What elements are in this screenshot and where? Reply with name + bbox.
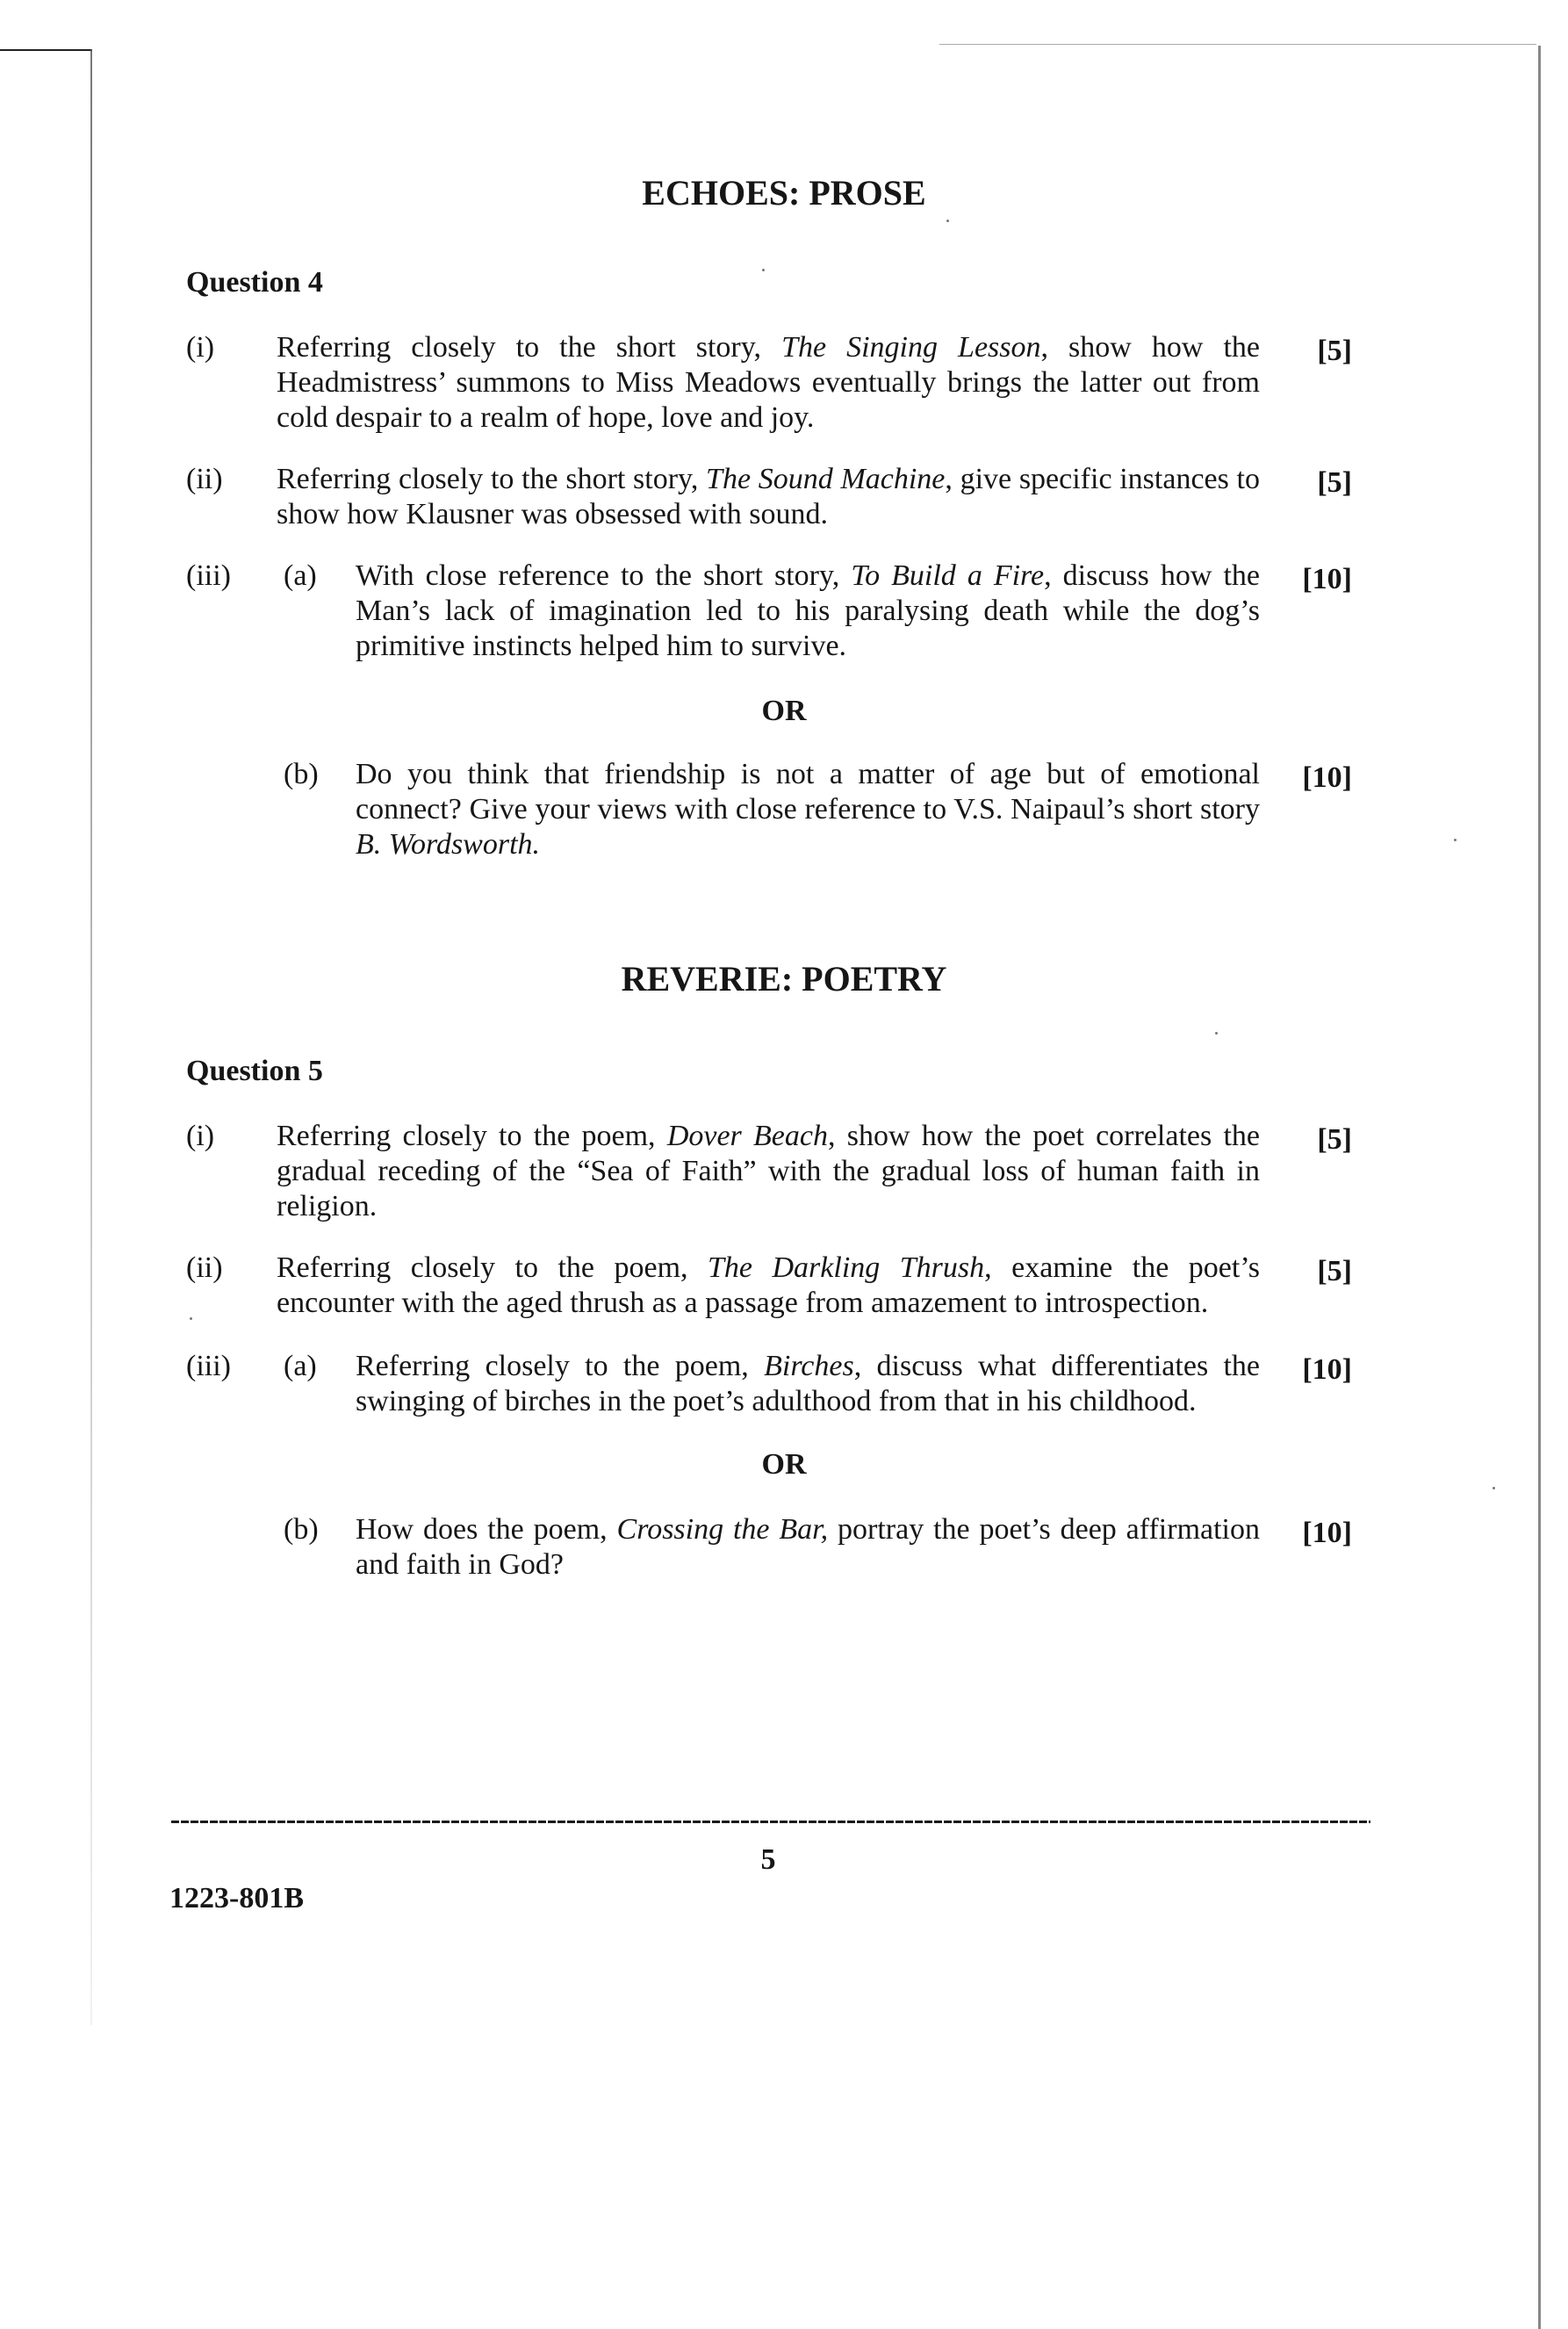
section-heading-prose: ECHOES: PROSE [642,173,926,213]
scan-speck [1215,1032,1218,1035]
q5-ii-marks: [5] [1317,1255,1352,1287]
scan-border-right [1538,46,1541,2329]
q4-iii-b-marks: [10] [1302,761,1352,794]
scan-border-top-right [939,44,1536,45]
q5-i-number: (i) [186,1120,215,1152]
q5-ii-title: The Darkling Thrush [708,1251,985,1284]
q4-iii-b-title: B. Wordsworth. [356,828,541,861]
q4-iii-b-label: (b) [284,758,319,790]
q5-i-text: Referring closely to the poem, Dover Beach, show how the poet correlates the gradual receding of the “Sea of Faith” with the gradual loss of human faith in religion. [277,1120,1261,1222]
q4-i-title: The Singing Lesson [781,331,1041,364]
q4-i-number: (i) [186,331,215,364]
q4-i-text: Referring closely to the short story, The Singing Lesson, show how the Headmistress’ summons to Miss Meadows eventually brings the latter out from cold despair to a realm of hope, love and joy. [277,331,1260,434]
question-5-label: Question 5 [186,1055,323,1087]
scan-speck [1454,839,1457,841]
q4-ii-marks: [5] [1317,466,1352,499]
page-number: 5 [760,1843,776,1876]
q4-i-marks: [5] [1317,335,1352,367]
q4-or-divider: OR [761,695,807,727]
scan-speck [190,1317,192,1320]
q4-iii-a-text: With close reference to the short story, To Build a Fire, discuss how the Man’s lack of imagination led to his paralysing death while the dog’s primitive instincts helped him to survive. [356,559,1261,662]
q4-ii-title: The Sound Machine [706,463,946,495]
q5-i-title: Dover Beach [666,1120,828,1152]
footer-dashed-rule [171,1821,1370,1823]
scan-speck [762,269,765,271]
paper-code: 1223-801B [169,1882,304,1914]
q4-ii-number: (ii) [186,463,223,495]
q5-ii-text: Referring closely to the poem, The Darkling Thrush, examine the poet’s encounter with the aged thrush as a passage from amazement to introspection. [277,1251,1260,1319]
q4-iii-a-title: To Build a Fire [851,559,1045,592]
q5-ii-number: (ii) [186,1251,223,1284]
scan-border-top-left [0,49,92,51]
scan-speck [946,220,949,222]
scan-border-left [90,49,92,2025]
q5-or-divider: OR [761,1448,807,1481]
section-heading-poetry: REVERIE: POETRY [621,959,947,999]
q5-iii-a-title: Birches [764,1350,854,1382]
q4-iii-a-marks: [10] [1302,563,1352,595]
q4-ii-text: Referring closely to the short story, The Sound Machine, give specific instances to show how Klausner was obsessed with sound. [277,463,1261,530]
q5-i-marks: [5] [1317,1123,1352,1156]
scan-speck [1492,1487,1495,1489]
q5-iii-a-label: (a) [284,1350,317,1382]
q5-iii-number: (iii) [186,1350,231,1382]
q5-iii-a-text: Referring closely to the poem, Birches, discuss what differentiates the swinging of birches in the poet’s adulthood from that in his childhood. [356,1350,1261,1417]
question-4-label: Question 4 [186,266,323,299]
q5-iii-b-label: (b) [284,1513,319,1546]
q5-iii-b-title: Crossing the Bar, [616,1513,829,1546]
q4-iii-number: (iii) [186,559,231,592]
q5-iii-b-text: How does the poem, Crossing the Bar, portray the poet’s deep affirmation and faith in God? [356,1513,1260,1581]
q4-iii-b-text: Do you think that friendship is not a matter of age but of emotional connect? Give your views with close reference to V.S. Naipaul’s short story B. Wordsworth. [356,758,1260,861]
q5-iii-a-marks: [10] [1302,1353,1352,1386]
q5-iii-b-marks: [10] [1302,1517,1352,1549]
q4-iii-a-label: (a) [284,559,317,592]
